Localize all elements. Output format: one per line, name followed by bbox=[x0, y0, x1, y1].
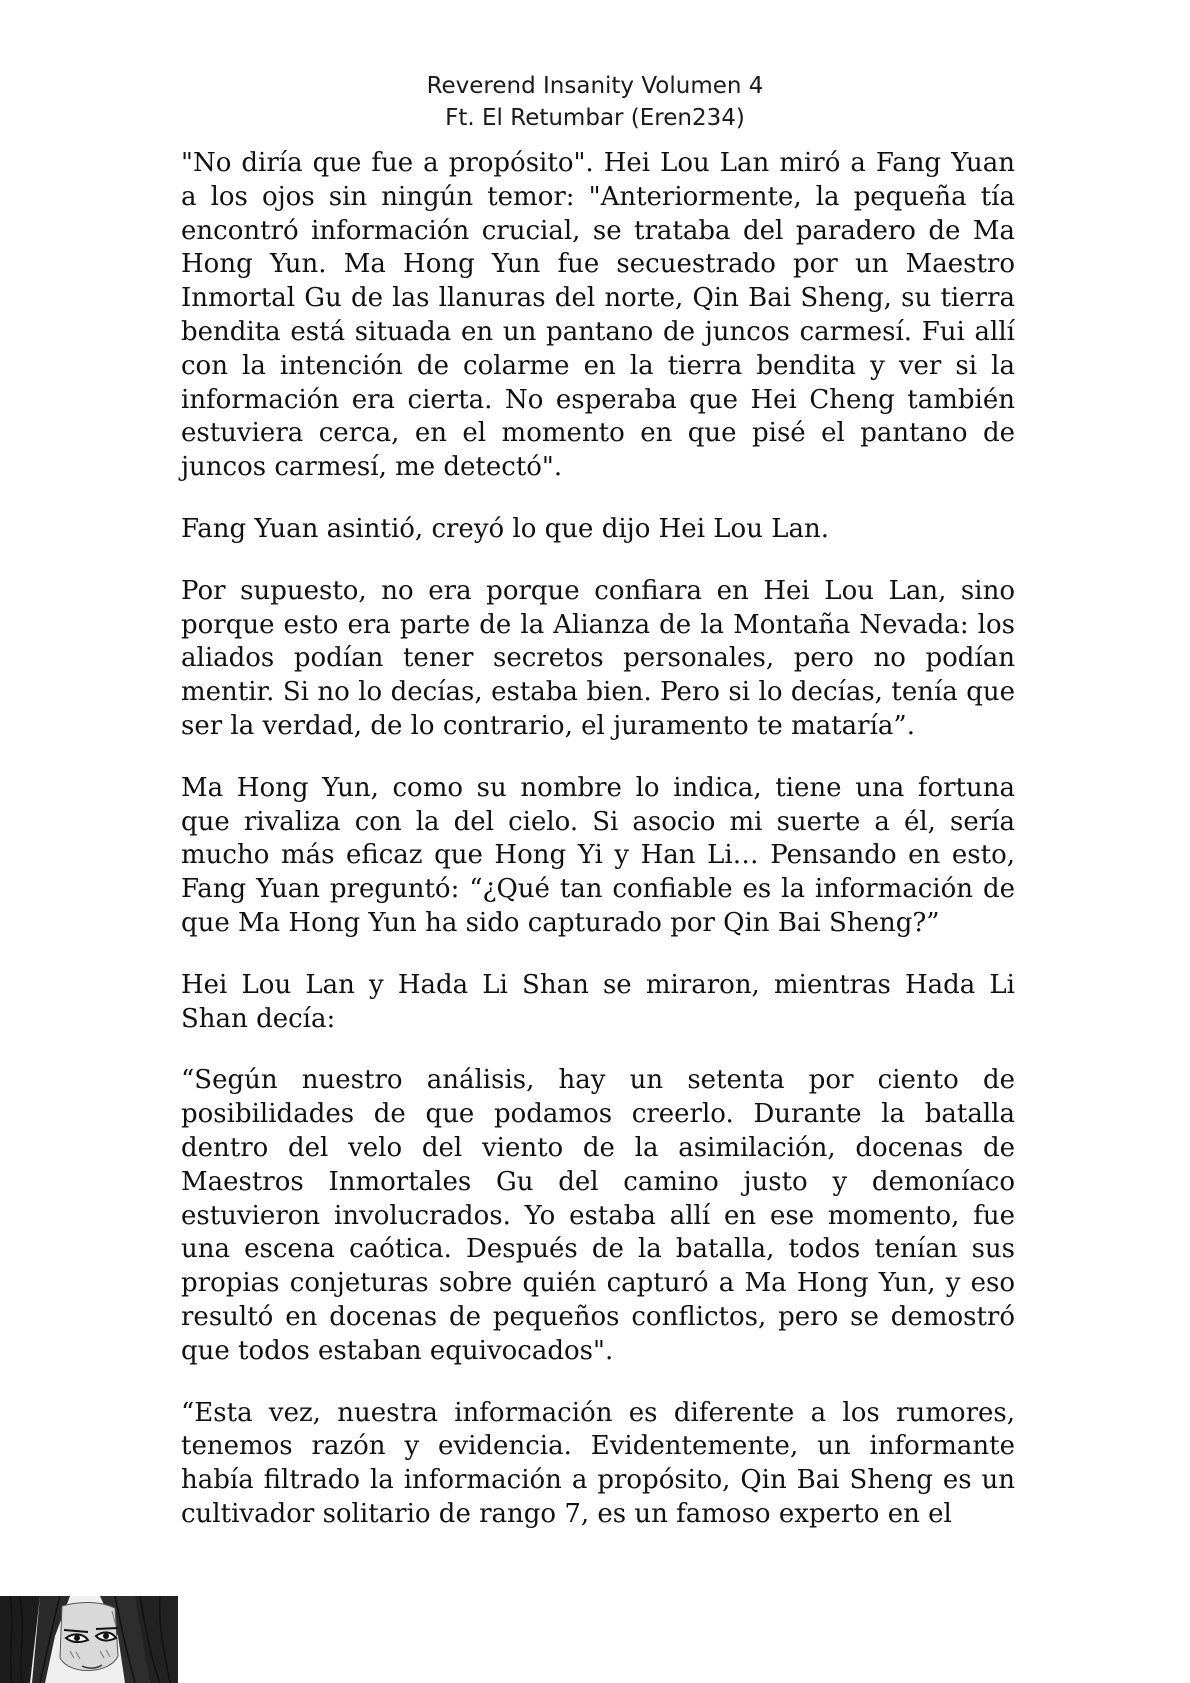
page-body bbox=[181, 147, 1015, 1532]
paragraph: Ma Hong Yun, como su nombre lo indica, tiene una fortuna que rivaliza con la del cielo. Si asocio mi suerte a él, sería mucho más eficaz que Hong Yi y Han Li… Pensando en esto, Fang Yuan preguntó: “¿Qué tan confiable es la información de que Ma Hong Yun ha sido capturado por Qin Bai Sheng?” bbox=[181, 772, 1015, 938]
paragraph: Hei Lou Lan y Hada Li Shan se miraron, mientras Hada Li Shan decía: bbox=[181, 969, 1015, 1034]
paragraph: Fang Yuan asintió, creyó lo que dijo Hei Lou Lan. bbox=[181, 513, 829, 544]
paragraph: "No diría que fue a propósito". Hei Lou Lan miró a Fang Yuan a los ojos sin ningún temor: "Anteriormente, la pequeña tía encontró información crucial, se trataba del paradero de Ma Hong Yun. Ma Hong Yun fue secuestrado por un Maestro Inmortal Gu de las llanuras del norte, Qin Bai Sheng, su tierra bendita está situada en un pantano de juncos carmesí. Fui allí con la intención de colarme en la tierra bendita y ver si la información era cierta. No esperaba que Hei Cheng también estuviera cerca, en el momento en que pisé el pantano de juncos carmesí, me detectó". bbox=[181, 148, 1015, 483]
paragraph: “Esta vez, nuestra información es diferente a los rumores, tenemos razón y evidencia. Evidentemente, un informante había filtrado la información a propósito, Qin Bai Sheng es un cultivador solitario de rango 7, es un famoso experto en el bbox=[181, 1397, 1015, 1529]
paragraph: “Según nuestro análisis, hay un setenta por ciento de posibilidades de que podamos creerlo. Durante la batalla dentro del velo del viento de la asimilación, docenas de Maestros Inmortales Gu del camino justo y demoníaco estuvieron involucrados. Yo estaba allí en ese momento, fue una escena caótica. Después de la batalla, todos tenían sus propias conjeturas sobre quién capturó a Ma Hong Yun, y eso resultó en docenas de pequeños conflictos, pero se demostró que todos estaban equivocados". bbox=[181, 1065, 1015, 1366]
manga-character-portrait bbox=[0, 1596, 178, 1683]
header-subtitle: Ft. El Retumbar (Eren234) bbox=[445, 105, 745, 131]
header-title: Reverend Insanity Volumen 4 bbox=[426, 73, 764, 99]
paragraph: Por supuesto, no era porque confiara en Hei Lou Lan, sino porque esto era parte de la Alianza de la Montaña Nevada: los aliados podían tener secretos personales, pero no podían mentir. Si no lo decías, estaba bien. Pero si lo decías, tenía que ser la verdad, de lo contrario, el juramento te mataría”. bbox=[181, 575, 1015, 741]
page-header bbox=[0, 70, 1190, 134]
